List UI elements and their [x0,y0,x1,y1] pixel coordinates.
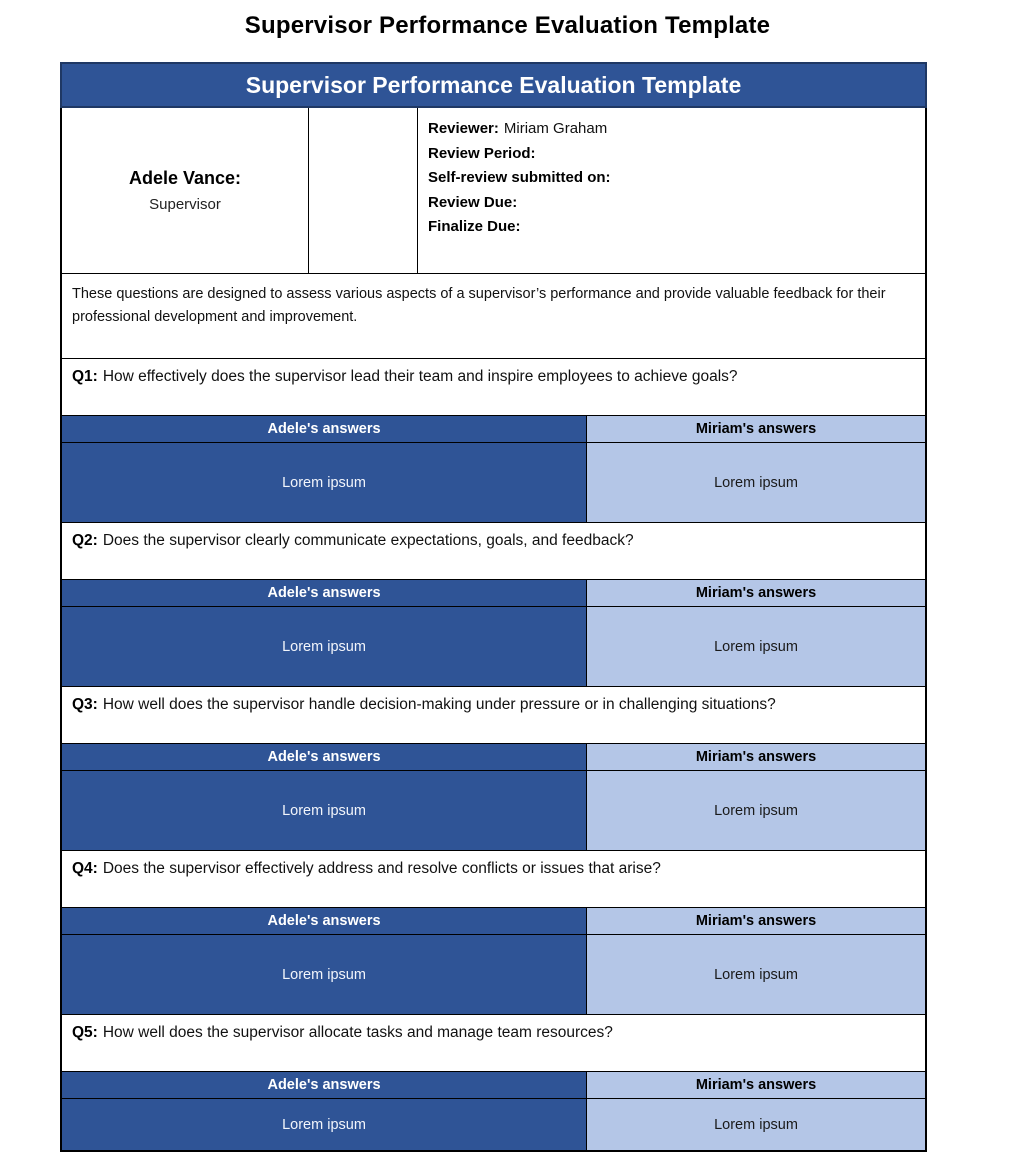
adele-answer-cell[interactable]: Lorem ipsum [62,1099,587,1150]
answers-header-row [62,579,925,606]
question-section-3 [62,686,925,850]
self-review-field [428,166,915,191]
adele-answers-header: Adele's answers [62,416,587,442]
answers-row [62,606,925,686]
review-due-field [428,191,915,216]
miriam-answer-cell[interactable]: Lorem ipsum [587,771,925,850]
question-text: How well does the supervisor handle decision-making under pressure or in challenging situations? [102,696,776,713]
description-row: These questions are designed to assess various aspects of a supervisor’s performance and provide valuable feedback for their professional development and improvement. [62,273,925,358]
empty-cell [309,108,418,273]
answers-row [62,934,925,1014]
question-row [62,358,925,415]
reviewer-label: Reviewer: [428,120,499,137]
question-text: How effectively does the supervisor lead their team and inspire employees to achieve goals? [102,368,738,385]
question-number: Q4: [72,860,98,877]
table-body [60,108,927,1152]
adele-answers-header: Adele's answers [62,1072,587,1098]
question-number: Q3: [72,696,98,713]
reviewer-field [428,117,915,142]
miriam-answer-cell[interactable]: Lorem ipsum [587,607,925,686]
question-section-1 [62,358,925,522]
question-row [62,850,925,907]
reviewer-value[interactable]: Miriam Graham [503,120,608,137]
miriam-answers-header: Miriam's answers [587,908,925,934]
page-title: Supervisor Performance Evaluation Template [244,12,771,39]
miriam-answers-header: Miriam's answers [587,416,925,442]
adele-answers-header: Adele's answers [62,744,587,770]
miriam-answer-cell[interactable]: Lorem ipsum [587,443,925,522]
adele-answer-cell[interactable]: Lorem ipsum [62,771,587,850]
person-cell [62,108,309,273]
person-role: Supervisor [149,196,221,213]
info-row [62,108,925,273]
answers-row [62,442,925,522]
answers-header-row [62,743,925,770]
answers-header-row [62,907,925,934]
finalize-due-label: Finalize Due: [428,218,521,235]
question-number: Q2: [72,532,98,549]
adele-answer-cell[interactable]: Lorem ipsum [62,443,587,522]
review-fields-cell [418,108,925,273]
question-row [62,686,925,743]
question-text: Does the supervisor effectively address and resolve conflicts or issues that arise? [102,860,661,877]
adele-answers-header: Adele's answers [62,908,587,934]
self-review-label: Self-review submitted on: [428,169,611,186]
adele-answers-header: Adele's answers [62,580,587,606]
review-due-label: Review Due: [428,193,518,211]
miriam-answers-header: Miriam's answers [587,744,925,770]
person-name: Adele Vance: [128,168,242,188]
miriam-answers-header: Miriam's answers [587,1072,925,1098]
question-number: Q5: [72,1024,98,1041]
question-row [62,522,925,579]
table-banner: Supervisor Performance Evaluation Template [60,62,927,108]
miriam-answer-cell[interactable]: Lorem ipsum [587,935,925,1014]
answers-row [62,1098,925,1150]
answers-header-row [62,415,925,442]
adele-answer-cell[interactable]: Lorem ipsum [62,607,587,686]
question-section-5 [62,1014,925,1150]
question-section-2 [62,522,925,686]
miriam-answers-header: Miriam's answers [587,580,925,606]
question-text: How well does the supervisor allocate tasks and manage team resources? [102,1024,613,1041]
adele-answer-cell[interactable]: Lorem ipsum [62,935,587,1014]
question-row [62,1014,925,1071]
question-text: Does the supervisor clearly communicate expectations, goals, and feedback? [102,532,634,549]
miriam-answer-cell[interactable]: Lorem ipsum [587,1099,925,1150]
review-period-label: Review Period: [428,144,536,162]
evaluation-table [60,62,927,1152]
finalize-due-field [428,215,915,240]
question-number: Q1: [72,368,98,385]
review-period-field [428,142,915,167]
answers-row [62,770,925,850]
question-section-4 [62,850,925,1014]
answers-header-row [62,1071,925,1098]
